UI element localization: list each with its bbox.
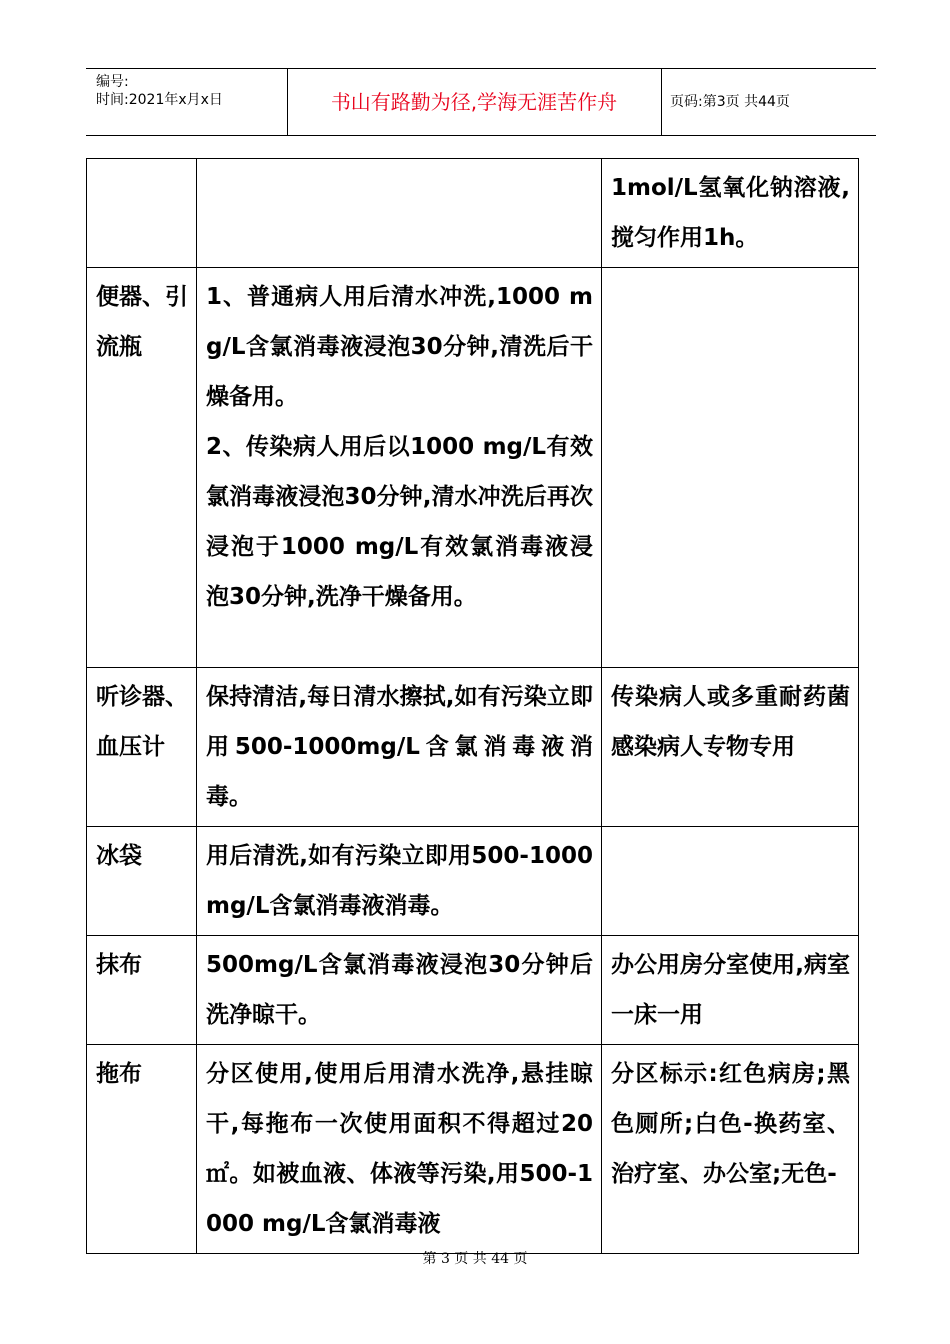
method-cell (197, 159, 602, 268)
header-meta (96, 73, 223, 109)
header-page-info: 页码:第3页 共44页 (670, 94, 790, 110)
method-paragraph: 用后清洗,如有污染立即用500-1000mg/L含氯消毒液消毒。 (206, 843, 593, 919)
method-cell (197, 668, 602, 827)
note-cell: 办公用房分室使用,病室一床一用 (602, 936, 859, 1045)
method-paragraph: 1、普通病人用后清水冲洗,1000 mg/L含氯消毒液浸泡30分钟,清洗后干燥备用。 (206, 284, 593, 410)
table-row (87, 668, 859, 827)
item-cell: 拖布 (87, 1045, 197, 1254)
table-row (87, 827, 859, 936)
method-paragraph: 分区使用,使用后用清水洗净,悬挂晾干,每拖布一次使用面积不得超过20㎡。如被血液、体液等污染,用500-1000 mg/L含氯消毒液 (206, 1061, 593, 1237)
disinfection-table (86, 158, 859, 1254)
method-cell (197, 936, 602, 1045)
item-cell: 抹布 (87, 936, 197, 1045)
method-paragraph: 保持清洁,每日清水擦拭,如有污染立即用500-1000mg/L含氯消毒液消毒。 (206, 684, 593, 810)
note-cell (602, 268, 859, 668)
table-row (87, 1045, 859, 1254)
method-cell (197, 827, 602, 936)
note-cell: 1mol/L氢氧化钠溶液,搅匀作用1h。 (602, 159, 859, 268)
item-cell: 冰袋 (87, 827, 197, 936)
item-cell (87, 159, 197, 268)
table-row (87, 159, 859, 268)
note-cell: 分区标示:红色病房;黑色厕所;白色-换药室、治疗室、办公室;无色- (602, 1045, 859, 1254)
header-motto: 书山有路勤为径,学海无涯苦作舟 (330, 90, 618, 114)
page-footer: 第 3 页 共 44 页 (422, 1251, 528, 1267)
page-header (86, 68, 876, 136)
note-cell (602, 827, 859, 936)
table-row (87, 268, 859, 668)
item-cell: 便器、引流瓶 (87, 268, 197, 668)
method-cell (197, 1045, 602, 1254)
method-paragraph: 500mg/L含氯消毒液浸泡30分钟后洗净晾干。 (206, 952, 593, 1028)
table-row (87, 936, 859, 1045)
time-label: 时间:2021年x月x日 (96, 92, 223, 108)
note-cell: 传染病人或多重耐药菌感染病人专物专用 (602, 668, 859, 827)
number-label: 编号: (96, 74, 129, 90)
method-paragraph: 2、传染病人用后以1000 mg/L有效氯消毒液浸泡30分钟,清水冲洗后再次浸泡于1000 mg/L有效氯消毒液浸泡30分钟,洗净干燥备用。 (206, 434, 593, 610)
method-cell (197, 268, 602, 668)
header-divider (661, 69, 662, 135)
item-cell: 听诊器、血压计 (87, 668, 197, 827)
